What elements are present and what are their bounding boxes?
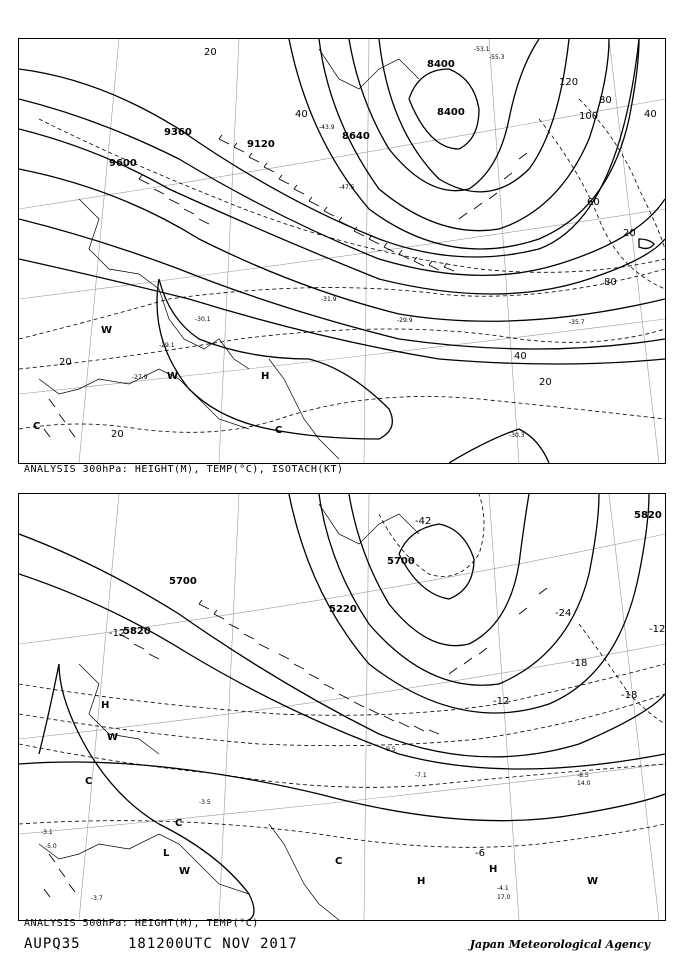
warm-symbol: W xyxy=(179,866,191,877)
caption-300hpa: ANALYSIS 300hPa: HEIGHT(M), TEMP(°C), ISOTACH(KT) xyxy=(24,464,344,475)
isotach-label: 20 xyxy=(59,357,72,368)
isotach-label: 120 xyxy=(559,77,579,88)
high-symbol: H xyxy=(489,864,498,875)
height-label: 9600 xyxy=(109,158,137,169)
svg-text:-9.5: -9.5 xyxy=(384,746,396,753)
height-label: 5700 xyxy=(169,576,197,587)
svg-text:-3.7: -3.7 xyxy=(91,895,103,902)
analysis-300hpa-map xyxy=(18,38,666,464)
height-labels xyxy=(123,510,662,637)
svg-text:-30.1: -30.1 xyxy=(195,316,211,323)
wind-barbs xyxy=(44,135,527,437)
height-label: 5700 xyxy=(387,556,415,567)
cold-symbol: C xyxy=(175,818,183,829)
warm-symbol: W xyxy=(101,325,113,336)
caption-500hpa: ANALYSIS 500hPa: HEIGHT(M), TEMP(°C) xyxy=(24,918,259,929)
svg-text:-47.5: -47.5 xyxy=(339,184,355,191)
pressure-symbols xyxy=(33,325,282,436)
isotach-label: 80 xyxy=(604,277,617,288)
graticule xyxy=(19,39,665,463)
height-contours xyxy=(19,39,665,463)
svg-text:-35.7: -35.7 xyxy=(569,319,585,326)
cold-symbol: C xyxy=(85,776,93,787)
isotach-label: 20 xyxy=(539,377,552,388)
station-values xyxy=(132,46,585,439)
cold-symbol: C xyxy=(335,856,343,867)
temp-label: -24 xyxy=(555,608,572,619)
valid-time: 181200UTC NOV 2017 xyxy=(128,936,298,952)
svg-text:-27.9: -27.9 xyxy=(132,374,148,381)
height-label: 5820 xyxy=(634,510,662,521)
svg-text:-5.0: -5.0 xyxy=(45,843,57,850)
height-label: 8400 xyxy=(437,107,465,118)
warm-symbol: W xyxy=(107,732,119,743)
svg-text:-3.1: -3.1 xyxy=(41,829,53,836)
temp-label: -12 xyxy=(649,624,665,635)
isotach-label: 40 xyxy=(514,351,527,362)
agency-name: Japan Meteorological Agency xyxy=(469,938,650,951)
isotach-label: 60 xyxy=(587,197,600,208)
temp-label: -12 xyxy=(493,696,510,707)
isotachs xyxy=(19,99,665,432)
isotach-label: 20 xyxy=(623,228,636,239)
svg-text:-29.9: -29.9 xyxy=(397,317,413,324)
isotach-label: 100 xyxy=(579,111,599,122)
svg-text:-7.1: -7.1 xyxy=(415,772,427,779)
height-labels xyxy=(109,59,465,169)
isotach-labels xyxy=(59,47,657,440)
map-500hpa-canvas xyxy=(19,494,665,920)
height-label: 8400 xyxy=(427,59,455,70)
svg-text:-8.5: -8.5 xyxy=(577,772,589,779)
high-symbol: H xyxy=(261,371,270,382)
cold-symbol: C xyxy=(33,421,41,432)
svg-text:-4.1: -4.1 xyxy=(497,885,509,892)
height-label: 5220 xyxy=(329,604,357,615)
svg-text:-30.3: -30.3 xyxy=(509,432,525,439)
high-symbol: H xyxy=(101,700,110,711)
isotach-label: 80 xyxy=(599,95,612,106)
isotach-label: 20 xyxy=(204,47,217,58)
pressure-symbols xyxy=(85,700,598,887)
svg-text:-53.1: -53.1 xyxy=(474,46,490,53)
height-label: 9120 xyxy=(247,139,275,150)
warm-symbol: W xyxy=(167,371,179,382)
map-300hpa-canvas xyxy=(19,39,665,463)
temp-label: -42 xyxy=(415,516,432,527)
svg-text:17.0: 17.0 xyxy=(497,894,511,901)
svg-text:-43.9: -43.9 xyxy=(319,124,335,131)
height-label: 8640 xyxy=(342,131,370,142)
cold-symbol: C xyxy=(275,425,283,436)
high-symbol: H xyxy=(417,876,426,887)
svg-text:-29.1: -29.1 xyxy=(159,342,175,349)
isotach-label: 40 xyxy=(644,109,657,120)
svg-text:-3.5: -3.5 xyxy=(199,799,211,806)
isotach-label: 40 xyxy=(295,109,308,120)
svg-text:-55.3: -55.3 xyxy=(489,54,505,61)
temp-label: -6 xyxy=(475,848,485,859)
temp-label: -12 xyxy=(109,628,126,639)
svg-text:14.0: 14.0 xyxy=(577,780,591,787)
analysis-500hpa-map xyxy=(18,493,666,921)
isotherm-labels xyxy=(109,516,665,859)
temp-label: -18 xyxy=(571,658,588,669)
chart-code: AUPQ35 xyxy=(24,936,81,952)
svg-text:-31.9: -31.9 xyxy=(321,296,337,303)
warm-symbol: W xyxy=(587,876,599,887)
height-label: 9360 xyxy=(164,127,192,138)
height-label: 5820 xyxy=(123,626,151,637)
isotach-label: 20 xyxy=(111,429,124,440)
temp-label: -18 xyxy=(621,690,638,701)
isotherms xyxy=(19,494,665,847)
low-symbol: L xyxy=(163,848,170,859)
